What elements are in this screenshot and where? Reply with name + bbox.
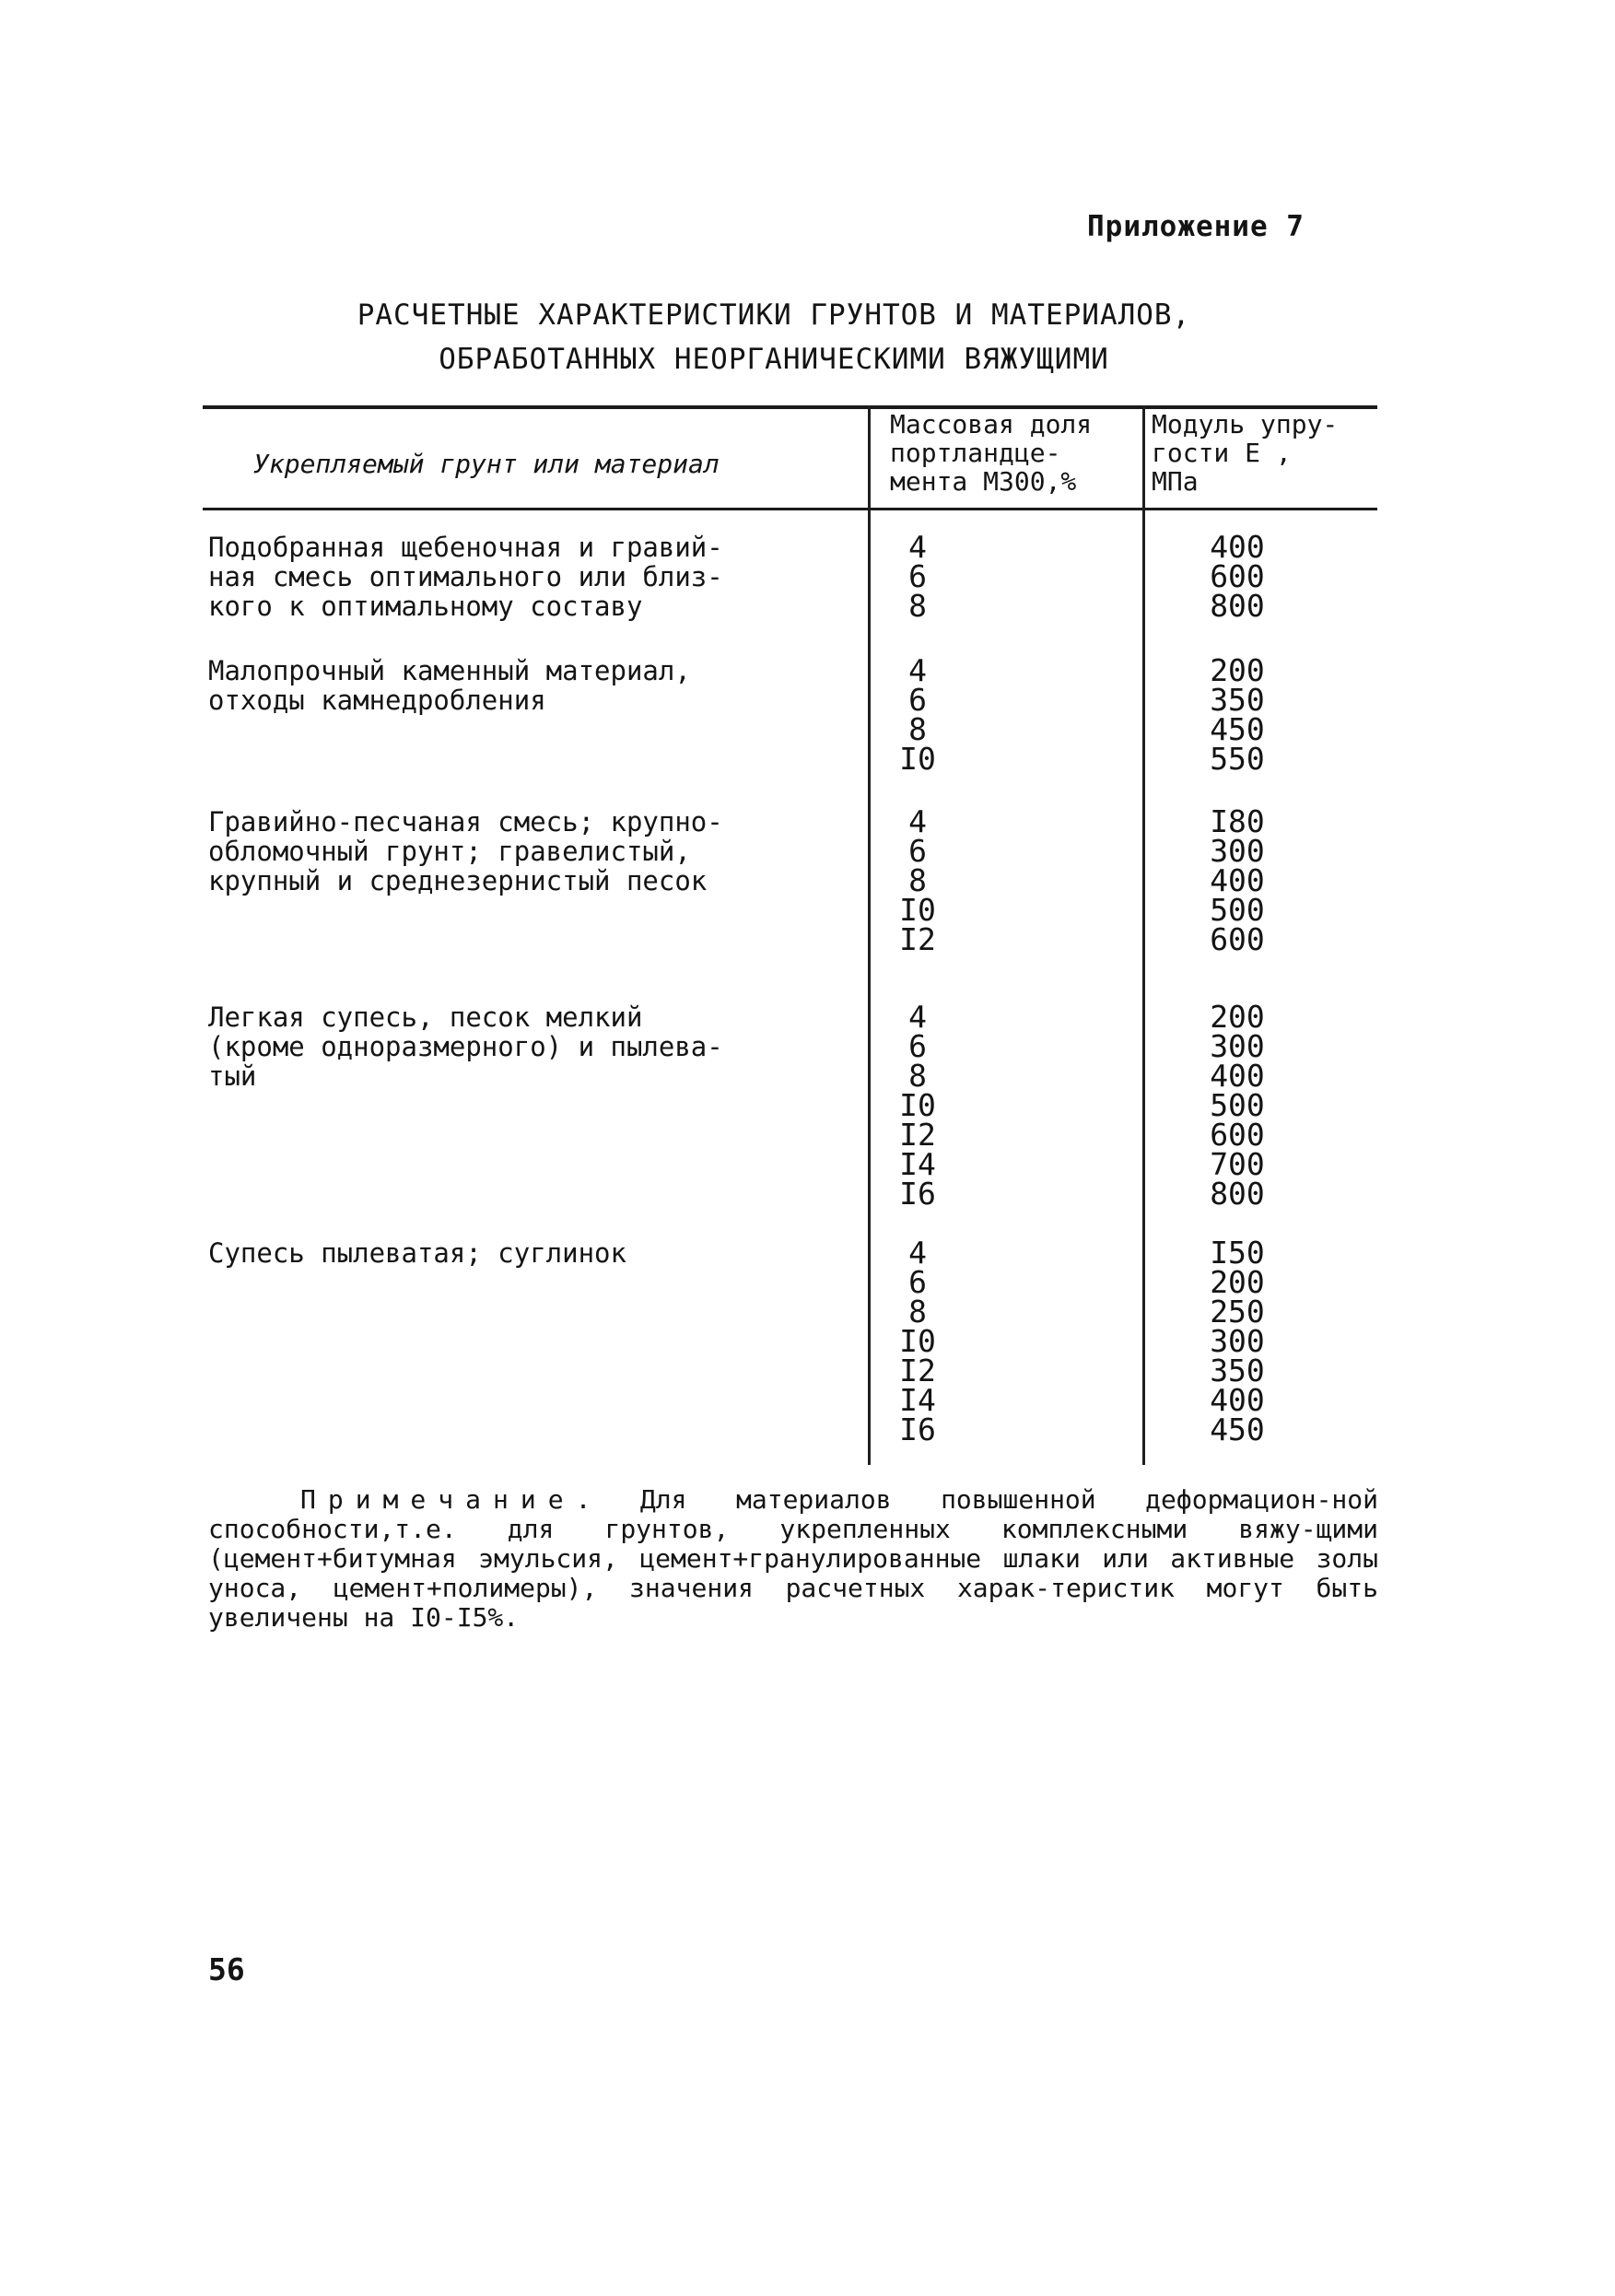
- title-line-1: РАСЧЕТНЫЕ ХАРАКТЕРИСТИКИ ГРУНТОВ И МАТЕРИАЛОВ,: [357, 299, 1191, 332]
- header-cement-fraction: Массовая доля портландце- мента М300,%: [890, 409, 1093, 497]
- appendix-label: Приложение 7: [1087, 210, 1305, 243]
- elastic-modulus-cell: [1196, 652, 1279, 777]
- table-column-divider-2: [1142, 405, 1145, 1465]
- elastic-modulus-value: 450: [1210, 711, 1265, 747]
- elastic-modulus-value: 600: [1210, 921, 1265, 957]
- cement-fraction-value: I4: [899, 1382, 936, 1418]
- elastic-modulus-value: 800: [1210, 588, 1265, 624]
- elastic-modulus-value: 350: [1210, 682, 1265, 718]
- elastic-modulus-value: I50: [1210, 1235, 1265, 1271]
- cement-fraction-value: I6: [899, 1412, 936, 1447]
- elastic-modulus-value: 400: [1210, 1058, 1265, 1094]
- elastic-modulus-value: 200: [1210, 652, 1265, 688]
- elastic-modulus-cell: [1196, 999, 1279, 1212]
- cement-fraction-value: 8: [908, 711, 927, 747]
- cement-fraction-cell: [890, 652, 945, 777]
- elastic-modulus-cell: [1196, 803, 1279, 957]
- cement-fraction-value: I0: [899, 1087, 936, 1123]
- cement-fraction-value: 4: [908, 999, 927, 1035]
- elastic-modulus-value: 600: [1210, 558, 1265, 594]
- cement-fraction-cell: [890, 999, 945, 1212]
- cement-fraction-value: I0: [899, 892, 936, 928]
- elastic-modulus-value: 400: [1210, 529, 1265, 565]
- note-label: Примечание: [300, 1484, 576, 1515]
- elastic-modulus-cell: [1196, 529, 1279, 624]
- elastic-modulus-value: 300: [1210, 1028, 1265, 1064]
- material-cell: Малопрочный каменный материал, отходы камнедробления: [208, 655, 691, 716]
- elastic-modulus-value: 600: [1210, 1117, 1265, 1153]
- cement-fraction-value: 6: [908, 833, 927, 869]
- note-text: . Для материалов повышенной деформацион-ной способности,т.е. для грунтов, укрепленных комплексными вяжу-щими (цемент+битумная эмульсия, цемент+гранулированные шлаки или активные золы уноса, цемент+полимеры), значения расчетных харак-теристик могут быть увеличены на I0-I5%.: [208, 1484, 1378, 1633]
- material-cell: Супесь пылеватая; суглинок: [208, 1237, 626, 1269]
- cement-fraction-cell: [890, 529, 945, 624]
- cement-fraction-cell: [890, 1235, 945, 1447]
- cement-fraction-value: I2: [899, 1117, 936, 1153]
- cement-fraction-value: 8: [908, 1058, 927, 1094]
- cement-fraction-value: I0: [899, 1323, 936, 1359]
- elastic-modulus-value: 200: [1210, 999, 1265, 1035]
- elastic-modulus-value: 800: [1210, 1176, 1265, 1212]
- elastic-modulus-value: 500: [1210, 1087, 1265, 1123]
- page-number: 56: [208, 1951, 245, 1987]
- title-line-2: ОБРАБОТАННЫХ НЕОРГАНИЧЕСКИМИ ВЯЖУЩИМИ: [439, 343, 1109, 376]
- cement-fraction-value: 8: [908, 588, 927, 624]
- elastic-modulus-value: 700: [1210, 1146, 1265, 1182]
- cement-fraction-value: 4: [908, 529, 927, 565]
- elastic-modulus-value: 500: [1210, 892, 1265, 928]
- note-paragraph: [208, 1485, 1378, 1633]
- header-material: Укрепляемый грунт или материал: [253, 449, 720, 479]
- cement-fraction-value: I2: [899, 1353, 936, 1388]
- header-elastic-modulus: Модуль упру- гости E , МПа: [1152, 409, 1339, 497]
- cement-fraction-value: I4: [899, 1146, 936, 1182]
- cement-fraction-cell: [890, 803, 945, 957]
- cement-fraction-value: 4: [908, 1235, 927, 1271]
- cement-fraction-value: 6: [908, 558, 927, 594]
- elastic-modulus-value: 400: [1210, 862, 1265, 898]
- cement-fraction-value: I2: [899, 921, 936, 957]
- cement-fraction-value: 4: [908, 652, 927, 688]
- elastic-modulus-value: 200: [1210, 1264, 1265, 1300]
- table-column-divider-1: [868, 405, 871, 1465]
- cement-fraction-value: 8: [908, 862, 927, 898]
- table-header-rule: [203, 508, 1377, 510]
- material-cell: Гравийно-песчаная смесь; крупно- обломочный грунт; гравелистый, крупный и среднезернистый песок: [208, 806, 723, 896]
- elastic-modulus-value: 400: [1210, 1382, 1265, 1418]
- document-title: [276, 293, 1271, 381]
- elastic-modulus-value: I80: [1210, 803, 1265, 839]
- elastic-modulus-value: 250: [1210, 1294, 1265, 1330]
- elastic-modulus-cell: [1196, 1235, 1279, 1447]
- elastic-modulus-value: 350: [1210, 1353, 1265, 1388]
- cement-fraction-value: I6: [899, 1176, 936, 1212]
- material-cell: Легкая супесь, песок мелкий (кроме одноразмерного) и пылева- тый: [208, 1002, 723, 1092]
- elastic-modulus-value: 300: [1210, 1323, 1265, 1359]
- cement-fraction-value: 8: [908, 1294, 927, 1330]
- cement-fraction-value: 6: [908, 1028, 927, 1064]
- cement-fraction-value: 4: [908, 803, 927, 839]
- elastic-modulus-value: 300: [1210, 833, 1265, 869]
- cement-fraction-value: 6: [908, 682, 927, 718]
- cement-fraction-value: I0: [899, 741, 936, 777]
- cement-fraction-value: 6: [908, 1264, 927, 1300]
- elastic-modulus-value: 450: [1210, 1412, 1265, 1447]
- elastic-modulus-value: 550: [1210, 741, 1265, 777]
- material-cell: Подобранная щебеночная и гравий- ная смесь оптимального или близ- кого к оптимальному составу: [208, 532, 723, 622]
